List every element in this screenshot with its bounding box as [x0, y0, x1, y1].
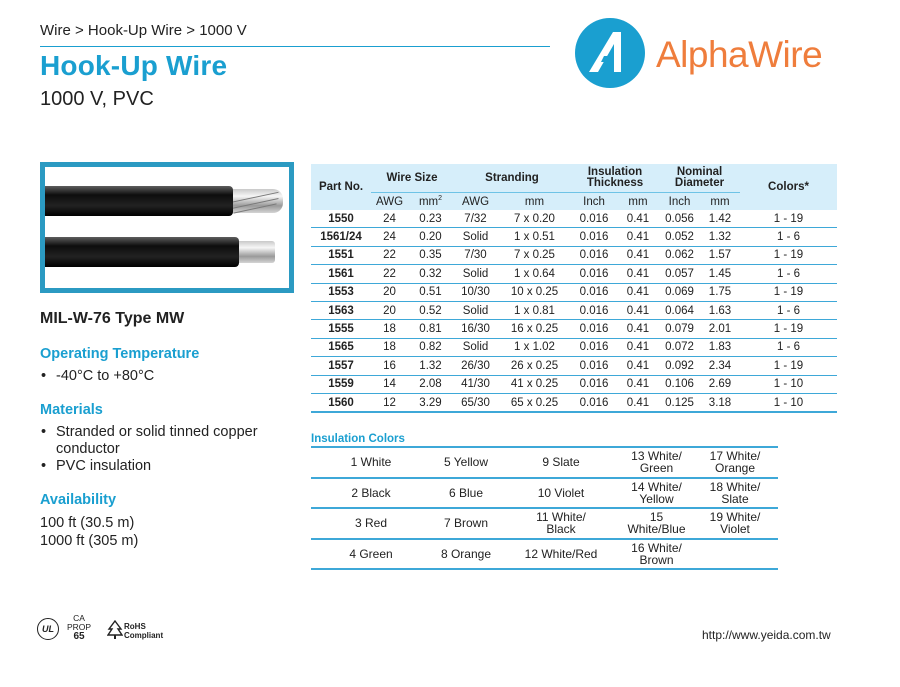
col-insulation-line2: Thickness — [586, 177, 644, 189]
ul-mark-icon: UL — [37, 618, 59, 640]
table-cell: 0.41 — [617, 246, 659, 264]
brand-name: AlphaWire — [656, 34, 823, 75]
color-cell-line: 6 Blue — [448, 485, 484, 500]
part-number-cell: 1551 — [311, 246, 371, 264]
list-item: 1000 ft (305 m) — [40, 533, 139, 549]
part-number-cell: 1555 — [311, 320, 371, 338]
table-cell: 7/30 — [453, 246, 498, 264]
breadcrumb-divider — [40, 46, 550, 47]
table-cell: 2.08 — [408, 375, 453, 393]
sub-awg: AWG — [371, 193, 408, 211]
insulation-colors-title: Insulation Colors — [311, 433, 405, 445]
color-cell-line: Orange — [714, 461, 756, 476]
color-cell — [501, 508, 621, 539]
table-cell: 1 - 10 — [740, 393, 837, 412]
table-cell: 0.41 — [617, 210, 659, 228]
table-row — [311, 301, 837, 319]
table-cell: 12 — [371, 393, 408, 412]
color-cell — [431, 447, 501, 478]
color-cell-line: 13 White/ — [631, 449, 682, 464]
color-cell-line: 19 White/ — [709, 510, 761, 525]
spec-table — [311, 164, 837, 413]
table-cell: 26 x 0.25 — [498, 357, 571, 375]
table-cell: 3.29 — [408, 393, 453, 412]
table-row — [311, 539, 778, 570]
table-cell: 2.69 — [700, 375, 740, 393]
part-number-cell: 1559 — [311, 375, 371, 393]
insulation-colors-body — [311, 447, 778, 569]
table-cell: 10 x 0.25 — [498, 283, 571, 301]
table-row — [311, 246, 837, 264]
table-cell: 24 — [371, 210, 408, 228]
table-cell: 0.35 — [408, 246, 453, 264]
col-diameter-line1: Nominal — [676, 166, 723, 178]
solid-conductor — [233, 241, 275, 263]
color-cell — [621, 508, 692, 539]
table-cell: 0.064 — [659, 301, 700, 319]
table-cell: 0.069 — [659, 283, 700, 301]
color-cell-line: Brown — [639, 552, 674, 567]
table-cell: 0.20 — [408, 228, 453, 246]
availability-heading: Availability — [40, 492, 117, 508]
col-insulation-line1: Insulation — [587, 166, 643, 178]
table-cell: 41/30 — [453, 375, 498, 393]
table-cell: 0.51 — [408, 283, 453, 301]
table-cell: 0.125 — [659, 393, 700, 412]
table-cell: 0.016 — [571, 283, 617, 301]
table-cell: 1.42 — [700, 210, 740, 228]
table-cell: 0.41 — [617, 283, 659, 301]
color-cell — [431, 478, 501, 509]
table-cell: 26/30 — [453, 357, 498, 375]
color-cell — [621, 447, 692, 478]
part-number-cell: 1561/24 — [311, 228, 371, 246]
part-number-cell: 1553 — [311, 283, 371, 301]
table-cell: 0.016 — [571, 265, 617, 283]
col-nominal-diameter — [659, 164, 740, 193]
table-cell: 0.062 — [659, 246, 700, 264]
table-cell: 22 — [371, 265, 408, 283]
sub-mm2-label: mm — [418, 195, 439, 208]
part-number-cell: 1560 — [311, 393, 371, 412]
certifications — [37, 614, 167, 646]
color-cell — [692, 447, 778, 478]
col-part-no: Part No. — [311, 164, 371, 210]
table-cell: 65/30 — [453, 393, 498, 412]
table-cell: 2.34 — [700, 357, 740, 375]
table-cell: 1 - 19 — [740, 357, 837, 375]
part-number-cell: 1565 — [311, 338, 371, 356]
color-cell — [501, 539, 621, 570]
table-cell: 0.072 — [659, 338, 700, 356]
color-cell-line: Green — [639, 461, 674, 476]
table-cell: 0.016 — [571, 246, 617, 264]
color-cell-line: 7 Brown — [443, 516, 489, 531]
table-cell: 7 x 0.25 — [498, 246, 571, 264]
spec-table-body — [311, 210, 837, 412]
table-cell: 0.092 — [659, 357, 700, 375]
col-diameter-line2: Diameter — [674, 177, 725, 189]
table-row — [311, 393, 837, 412]
table-cell: 18 — [371, 320, 408, 338]
color-cell-line: 12 White/Red — [524, 546, 598, 561]
color-cell — [501, 447, 621, 478]
color-cell-line: 16 White/ — [631, 540, 682, 555]
color-cell-line: 9 Slate — [542, 455, 580, 470]
prop65-mark — [67, 614, 91, 641]
table-cell: 0.41 — [617, 301, 659, 319]
alphawire-logo-icon — [575, 18, 645, 88]
rohs-mark — [107, 620, 167, 640]
table-cell: 1 - 19 — [740, 320, 837, 338]
list-item: 100 ft (30.5 m) — [40, 515, 135, 531]
color-cell-line: 17 White/ — [709, 449, 761, 464]
part-number-cell: 1561 — [311, 265, 371, 283]
table-row — [311, 210, 837, 228]
table-row — [311, 265, 837, 283]
table-cell: 0.41 — [617, 357, 659, 375]
color-cell — [311, 508, 431, 539]
table-row — [311, 338, 837, 356]
sub-str-mm: mm — [498, 193, 571, 211]
prop65-line2: PROP — [67, 622, 92, 632]
stranded-wire-jacket — [45, 186, 233, 216]
solid-wire-jacket — [45, 237, 239, 267]
part-number-cell: 1550 — [311, 210, 371, 228]
list-item: • -40°C to +80°C — [40, 368, 154, 385]
table-cell: 24 — [371, 228, 408, 246]
alphawire-logo[interactable] — [575, 18, 850, 90]
table-cell: 1.57 — [700, 246, 740, 264]
table-cell: 1 - 6 — [740, 228, 837, 246]
table-cell: 0.016 — [571, 320, 617, 338]
materials-heading: Materials — [40, 402, 103, 418]
color-cell-line: 11 White/ — [536, 510, 586, 525]
table-cell: 0.41 — [617, 228, 659, 246]
color-cell-line: 14 White/ — [631, 479, 682, 494]
sub-ins-inch: Inch — [571, 193, 617, 211]
list-item: • Stranded or solid tinned copper conductor — [40, 424, 260, 458]
table-cell: 16 — [371, 357, 408, 375]
prop65-line1: CA — [73, 613, 85, 623]
color-cell-line: 18 White/ — [709, 479, 761, 494]
table-cell: 0.41 — [617, 338, 659, 356]
color-cell-line: 2 Black — [351, 485, 391, 500]
table-cell: 0.016 — [571, 338, 617, 356]
table-cell: 10/30 — [453, 283, 498, 301]
table-row — [311, 375, 837, 393]
table-cell: 0.41 — [617, 375, 659, 393]
sub-str-awg: AWG — [453, 193, 498, 211]
table-cell: 0.41 — [617, 265, 659, 283]
table-cell: 1.45 — [700, 265, 740, 283]
operating-temperature-list — [40, 368, 154, 385]
rohs-line1: RoHS — [124, 622, 146, 631]
mil-spec: MIL-W-76 Type MW — [40, 310, 185, 327]
color-cell-line: Slate — [721, 491, 749, 506]
table-cell: 0.079 — [659, 320, 700, 338]
table-row — [311, 357, 837, 375]
table-cell: 20 — [371, 283, 408, 301]
tree-icon — [107, 620, 123, 640]
table-cell: 0.056 — [659, 210, 700, 228]
table-cell: 0.016 — [571, 357, 617, 375]
table-cell: 7/32 — [453, 210, 498, 228]
col-wire-size: Wire Size — [371, 164, 453, 193]
table-cell: 0.016 — [571, 210, 617, 228]
table-cell: 1 - 6 — [740, 338, 837, 356]
color-cell — [311, 539, 431, 570]
table-cell: Solid — [453, 338, 498, 356]
table-cell: 1 - 19 — [740, 283, 837, 301]
table-cell: 0.106 — [659, 375, 700, 393]
part-number-cell: 1563 — [311, 301, 371, 319]
table-cell: 14 — [371, 375, 408, 393]
table-cell: 1.75 — [700, 283, 740, 301]
color-cell-line: 5 Yellow — [443, 455, 489, 470]
operating-temperature-heading: Operating Temperature — [40, 346, 200, 362]
table-cell: 1.32 — [408, 357, 453, 375]
table-cell: 1.63 — [700, 301, 740, 319]
table-cell: 1 x 1.02 — [498, 338, 571, 356]
footer-url[interactable]: http://www.yeida.com.tw — [702, 628, 831, 642]
color-cell — [501, 478, 621, 509]
table-cell: 0.32 — [408, 265, 453, 283]
table-cell: 16/30 — [453, 320, 498, 338]
table-cell: 22 — [371, 246, 408, 264]
color-cell-line: 1 White — [350, 455, 392, 470]
color-cell — [311, 478, 431, 509]
color-cell — [621, 478, 692, 509]
table-cell: 0.016 — [571, 301, 617, 319]
table-cell: 0.41 — [617, 320, 659, 338]
col-colors: Colors* — [740, 164, 837, 210]
table-row — [311, 447, 778, 478]
color-cell — [311, 447, 431, 478]
sub-ins-mm: mm — [617, 193, 659, 211]
color-cell — [692, 478, 778, 509]
table-cell: 1 - 10 — [740, 375, 837, 393]
sub-mm2 — [408, 193, 453, 211]
availability-list — [40, 514, 138, 550]
table-cell: 0.82 — [408, 338, 453, 356]
table-cell: Solid — [453, 265, 498, 283]
color-cell — [692, 539, 778, 570]
list-item: • PVC insulation — [40, 458, 260, 475]
color-cell — [621, 539, 692, 570]
color-cell-line: Black — [546, 522, 576, 537]
table-row — [311, 508, 778, 539]
table-cell: 1 - 6 — [740, 265, 837, 283]
page-title: Hook-Up Wire — [40, 50, 228, 81]
page-subtitle: 1000 V, PVC — [40, 88, 154, 110]
rohs-line2: Compliant — [124, 631, 164, 640]
table-cell: Solid — [453, 301, 498, 319]
part-number-cell: 1557 — [311, 357, 371, 375]
color-cell — [692, 508, 778, 539]
table-cell: 2.01 — [700, 320, 740, 338]
table-cell: 1 x 0.64 — [498, 265, 571, 283]
color-cell-line: 15 White/Blue — [627, 510, 686, 537]
insulation-colors-table — [311, 446, 778, 570]
table-cell: 1 x 0.51 — [498, 228, 571, 246]
breadcrumb[interactable]: Wire > Hook-Up Wire > 1000 V — [40, 22, 247, 39]
sub-dia-mm: mm — [700, 193, 740, 211]
rohs-label — [124, 622, 163, 640]
table-row — [311, 228, 837, 246]
table-cell: 0.016 — [571, 228, 617, 246]
table-cell: 16 x 0.25 — [498, 320, 571, 338]
sub-dia-inch: Inch — [659, 193, 700, 211]
color-cell-line: 3 Red — [354, 516, 388, 531]
color-cell — [431, 539, 501, 570]
table-cell: 3.18 — [700, 393, 740, 412]
col-insulation-thickness — [571, 164, 659, 193]
table-cell: 1 x 0.81 — [498, 301, 571, 319]
materials-list — [40, 424, 260, 475]
table-cell: 0.016 — [571, 393, 617, 412]
wire-photo — [40, 162, 294, 293]
table-cell: 0.41 — [617, 393, 659, 412]
table-cell: Solid — [453, 228, 498, 246]
table-cell: 0.81 — [408, 320, 453, 338]
color-cell-line: 8 Orange — [440, 546, 492, 561]
table-cell: 0.052 — [659, 228, 700, 246]
table-row — [311, 320, 837, 338]
col-stranding: Stranding — [453, 164, 571, 193]
table-cell: 0.057 — [659, 265, 700, 283]
table-cell: 1 - 6 — [740, 301, 837, 319]
table-cell: 0.52 — [408, 301, 453, 319]
color-cell-line: Yellow — [639, 491, 674, 506]
table-row — [311, 478, 778, 509]
table-cell: 7 x 0.20 — [498, 210, 571, 228]
color-cell — [431, 508, 501, 539]
table-cell: 1.32 — [700, 228, 740, 246]
table-cell: 20 — [371, 301, 408, 319]
table-cell: 18 — [371, 338, 408, 356]
color-cell-line: Violet — [720, 522, 750, 537]
table-cell: 1 - 19 — [740, 246, 837, 264]
table-cell: 1.83 — [700, 338, 740, 356]
table-cell: 0.016 — [571, 375, 617, 393]
prop65-line3: 65 — [73, 631, 85, 642]
table-cell: 0.23 — [408, 210, 453, 228]
sub-mm2-exponent: 2 — [438, 195, 443, 203]
table-cell: 1 - 19 — [740, 210, 837, 228]
color-cell-line: 10 Violet — [537, 485, 585, 500]
table-row — [311, 283, 837, 301]
table-cell: 65 x 0.25 — [498, 393, 571, 412]
color-cell-line: 4 Green — [349, 546, 393, 561]
table-cell: 41 x 0.25 — [498, 375, 571, 393]
